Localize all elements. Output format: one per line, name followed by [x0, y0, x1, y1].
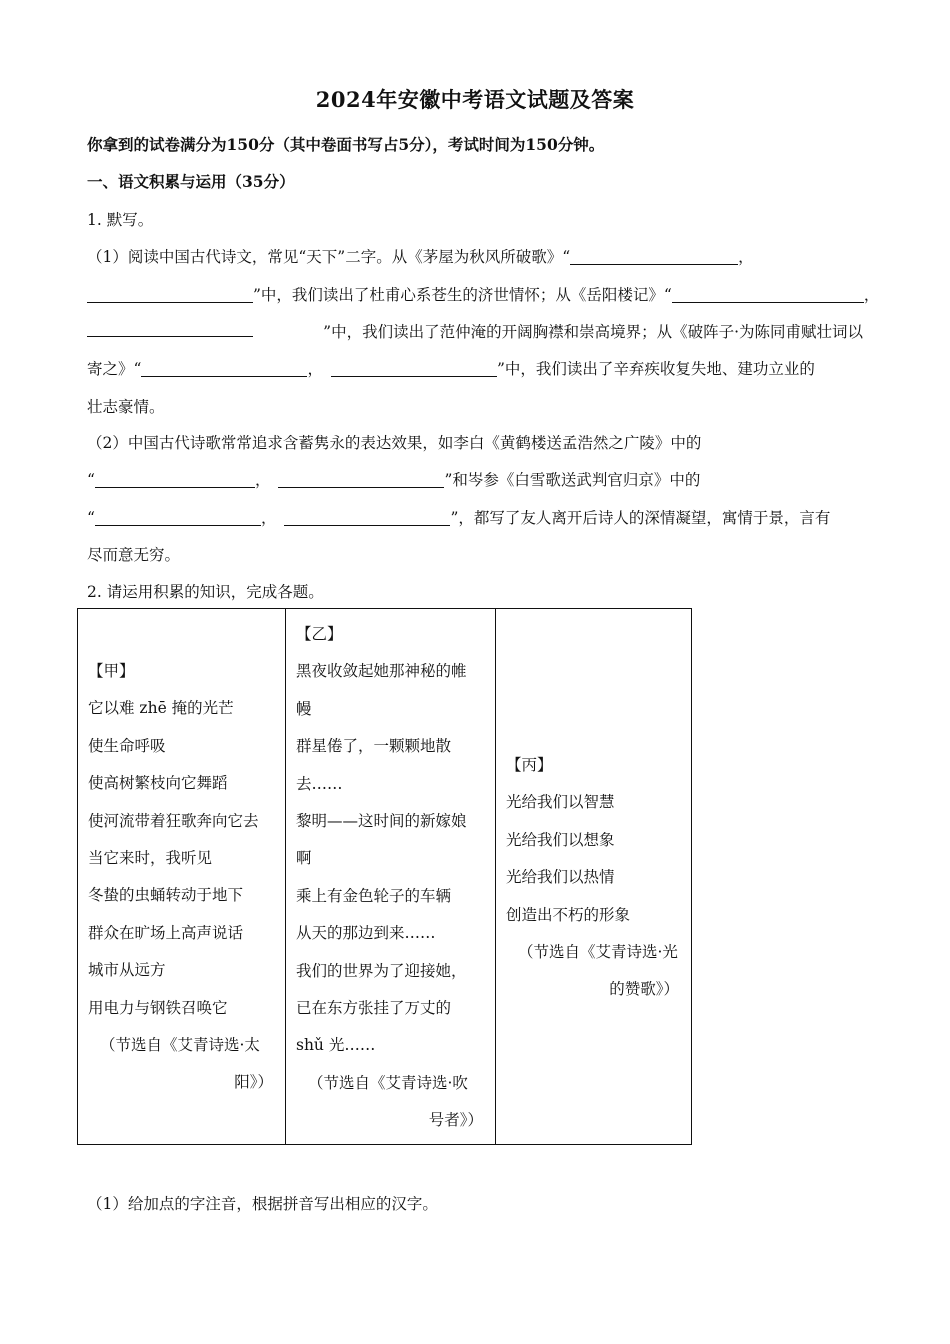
- q1-part2-line4: 尽而意无穷。: [87, 546, 181, 564]
- poem-line: 光给我们以智慧: [506, 793, 615, 812]
- poem-line: 使生命呼吸: [88, 736, 166, 755]
- poem-tag: 【乙】: [296, 625, 343, 643]
- q1-part1-line4: [87, 357, 815, 379]
- poem-jia-cell: [78, 609, 286, 1145]
- poem-source: 号者》）: [428, 1111, 483, 1130]
- poem-line: 群星倦了，一颗颗地散: [296, 737, 452, 756]
- q1-part2-text: ”和岑参《白雪歌送武判官归京》中的: [444, 471, 701, 489]
- poem-line: 我们的世界为了迎接她，: [296, 961, 467, 980]
- poem-source: 的赞歌》）: [609, 980, 679, 999]
- q1-part1-line1: [87, 245, 754, 267]
- poem-line: 它以难 zhē 掩的光芒: [88, 699, 234, 718]
- answer-blank[interactable]: [95, 471, 255, 488]
- poem-line: 已在东方张挂了万丈的: [296, 999, 452, 1018]
- punct: ，: [260, 509, 277, 527]
- poem-source: 阳》）: [234, 1073, 273, 1092]
- poem-bing-cell: [496, 609, 692, 1145]
- punct: “: [87, 509, 95, 527]
- punct: ，: [738, 248, 754, 266]
- page-title: 2024年安徽中考语文试题及答案: [315, 87, 635, 112]
- poem-bing: [506, 747, 679, 1009]
- question-1-label: 1. 默写。: [87, 211, 154, 229]
- answer-blank[interactable]: [95, 509, 261, 526]
- question-2-label: 2. 请运用积累的知识，完成各题。: [87, 583, 324, 601]
- poem-jia: [88, 653, 273, 1102]
- poem-line: 光给我们以热情: [506, 868, 615, 887]
- poem-line: 光给我们以想象: [506, 830, 615, 849]
- q1-part1-line5: 壮志豪情。: [87, 398, 165, 416]
- punct: ，: [863, 286, 880, 304]
- poem-source: （节选自《艾青诗选·光: [518, 943, 678, 962]
- q1-part2-line1: （2）中国古代诗歌常常追求含蓄隽永的表达效果，如李白《黄鹤楼送孟浩然之广陵》中的: [87, 434, 702, 452]
- poem-line: 当它来时，我听见: [88, 849, 213, 868]
- poem-tag: 【甲】: [88, 662, 135, 680]
- poem-line: 黑夜收敛起她那神秘的帷: [296, 662, 467, 681]
- q1-part1-text: 寄之》“: [87, 360, 142, 378]
- poem-yi-cell: [286, 609, 496, 1145]
- poem-line: 黎明——这时间的新嫁娘: [296, 812, 467, 831]
- poem-line: 幔: [296, 699, 312, 718]
- answer-blank[interactable]: [331, 360, 497, 377]
- q1-part1-text: ”中，我们读出了范仲淹的开阔胸襟和崇高境界；从《破阵子·为陈同甫赋壮词以: [323, 323, 863, 341]
- poem-line: 使河流带着狂歌奔向它去: [88, 811, 259, 830]
- poem-line: 使高树繁枝向它舞蹈: [88, 774, 228, 793]
- q1-part1-text: （1）阅读中国古代诗文，常见“天下”二字。从《茅屋为秋风所破歌》“: [87, 248, 571, 266]
- answer-blank[interactable]: [141, 360, 307, 377]
- poem-source: （节选自《艾青诗选·吹: [308, 1073, 468, 1092]
- poem-yi: [296, 616, 483, 1140]
- punct: “: [87, 471, 95, 489]
- punct: ，: [254, 471, 271, 489]
- q1-part2-text: ”，都写了友人离开后诗人的深情凝望，寓情于景，言有: [450, 509, 831, 527]
- answer-blank[interactable]: [570, 248, 738, 265]
- poem-line: 城市从远方: [88, 961, 166, 980]
- poem-line: 冬蛰的虫蛹转动于地下: [88, 886, 244, 905]
- answer-blank[interactable]: [278, 471, 444, 488]
- section-heading: 一、语文积累与运用（35分）: [87, 172, 295, 191]
- q1-part2-line3: [87, 506, 830, 528]
- poem-source: （节选自《艾青诗选·太: [100, 1036, 260, 1055]
- q1-part1-line3: [87, 320, 863, 342]
- answer-blank[interactable]: [672, 286, 864, 303]
- answer-blank[interactable]: [87, 286, 253, 303]
- q1-part2-line2: [87, 468, 700, 490]
- poem-tag: 【丙】: [506, 756, 553, 774]
- poem-line: 创造出不朽的形象: [506, 905, 631, 924]
- q1-part1-text: ”中，我们读出了杜甫心系苍生的济世情怀；从《岳阳楼记》“: [253, 286, 672, 304]
- poem-line: 从天的那边到来……: [296, 924, 436, 943]
- poem-line: 乘上有金色轮子的车辆: [296, 886, 452, 905]
- poems-table: [77, 608, 692, 1145]
- answer-blank[interactable]: [87, 320, 253, 337]
- poem-line: 去……: [296, 774, 343, 793]
- poem-line: shǔ 光……: [296, 1036, 376, 1055]
- punct: ，: [307, 360, 323, 378]
- poem-line: 用电力与钢铁召唤它: [88, 998, 228, 1017]
- exam-notice: 你拿到的试卷满分为150分（其中卷面书写占5分），考试时间为150分钟。: [87, 135, 605, 154]
- q1-part1-line2: [87, 283, 880, 305]
- poem-line: 啊: [296, 849, 312, 868]
- q1-part1-text: ”中，我们读出了辛弃疾收复失地、建功立业的: [496, 360, 815, 378]
- answer-blank[interactable]: [284, 509, 450, 526]
- q2-sub1: （1）给加点的字注音，根据拼音写出相应的汉字。: [87, 1195, 438, 1213]
- poem-line: 群众在旷场上高声说话: [88, 923, 244, 942]
